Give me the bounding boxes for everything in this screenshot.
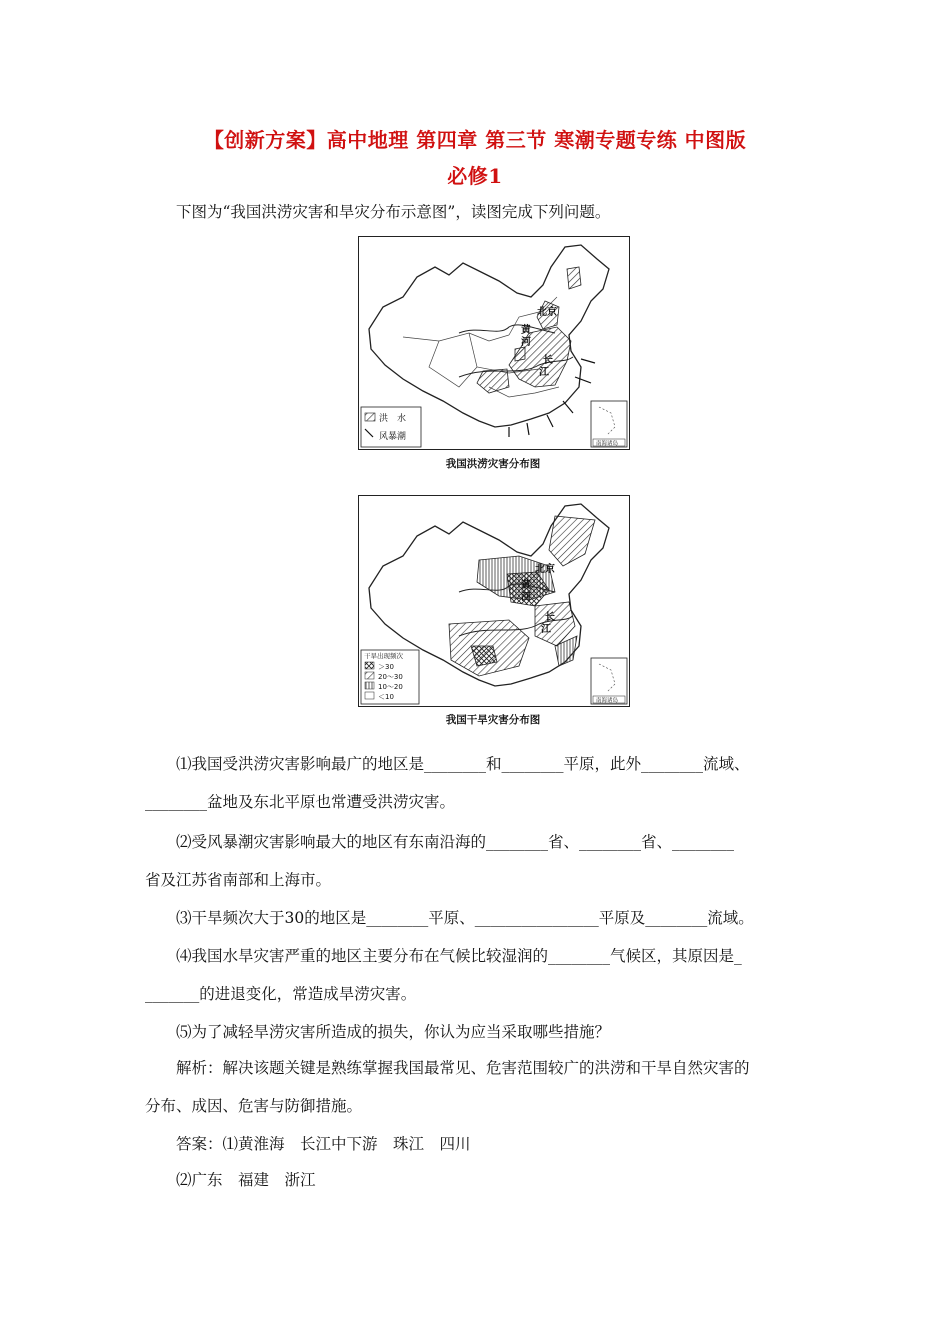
intro-text: 下图为“我国洪涝灾害和旱灾分布示意图”，读图完成下列问题。 [176, 203, 611, 221]
inset-label: 南海诸岛 [596, 441, 619, 447]
legend-item-3: 10～20 [378, 683, 403, 691]
label-beijing-2: 北京 [535, 564, 555, 575]
question-5: ⑸为了减轻旱涝灾害所造成的损失，你认为应当采取哪些措施？ [176, 1023, 611, 1041]
drought-map [358, 495, 630, 707]
label-he-2: 河 [521, 592, 531, 603]
question-1-line-2: ________盆地及东北平原也常遭受洪涝灾害。 [145, 793, 456, 811]
legend-title: 干旱出现频次 [364, 652, 403, 660]
flood-map-caption: 我国洪涝灾害分布图 [445, 458, 541, 470]
analysis-line-2: 分布、成因、危害与防御措施。 [145, 1097, 363, 1115]
label-huang: 黄 [521, 325, 531, 336]
drought-map-caption: 我国干旱灾害分布图 [445, 714, 541, 726]
label-chang-2: 长 [545, 612, 555, 623]
answer-line-2: ⑵广东 福建 浙江 [176, 1171, 316, 1189]
legend-item-1: ＞30 [378, 663, 394, 671]
label-chang: 长 [543, 355, 553, 366]
question-2-line-2: 省及江苏省南部和上海市。 [145, 871, 332, 889]
label-he: 河 [521, 337, 531, 348]
document-title: 【创新方案】高中地理 第四章 第三节 寒潮专题专练 中图版 [203, 128, 747, 152]
question-4-line-2: _______的进退变化，常造成旱涝灾害。 [145, 985, 417, 1003]
document-subtitle: 必修1 [447, 164, 503, 188]
answer-line-1: 答案：⑴黄淮海 长江中下游 珠江 四川 [176, 1135, 471, 1153]
flood-map [358, 236, 630, 450]
legend-item-2: 20～30 [378, 673, 403, 681]
legend-item-4: ＜10 [378, 693, 394, 701]
question-3: ⑶干旱频次大于30的地区是________平原、________________平原及________流域。 [176, 909, 754, 927]
question-4-line-1: ⑷我国水旱灾害严重的地区主要分布在气候比较湿润的________气候区，其原因是_ [176, 947, 742, 965]
legend-flood: 洪 水 [379, 414, 407, 424]
analysis-line-1: 解析：解决该题关键是熟练掌握我国最常见、危害范围较广的洪涝和干旱自然灾害的 [176, 1059, 750, 1077]
label-huang-2: 黄 [521, 580, 531, 591]
label-jiang-2: 江 [541, 624, 551, 635]
question-2-line-1: ⑵受风暴潮灾害影响最大的地区有东南沿海的________省、________省、________ [176, 833, 735, 851]
inset-label-2: 南海诸岛 [596, 698, 619, 704]
question-1-line-1: ⑴我国受洪涝灾害影响最广的地区是________和________平原，此外________流域、 [176, 755, 750, 773]
label-jiang: 江 [539, 367, 549, 378]
legend-storm: 风暴潮 [379, 432, 407, 442]
label-beijing: 北京 [537, 307, 557, 318]
